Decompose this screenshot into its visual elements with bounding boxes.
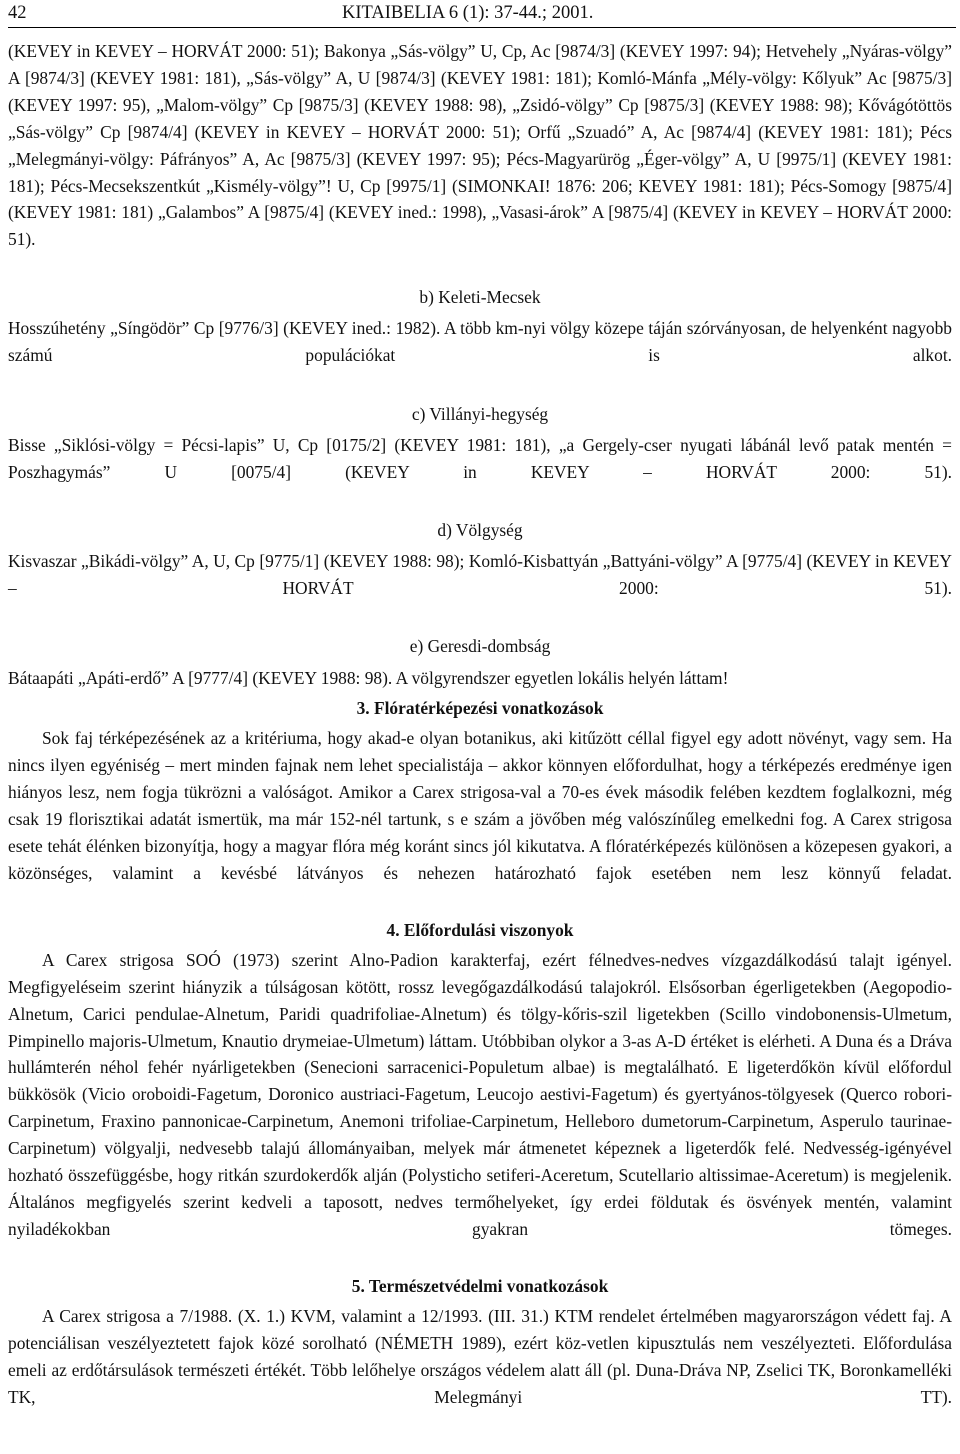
paragraph-localities-a: (KEVEY in KEVEY – HORVÁT 2000: 51); Bakonya „Sás-völgy” U, Cp, Ac [9874/3] (KEVEY 1997: 94); Hetvehely „Nyáras-völgy” A [9874/3] (KEVEY 1981: 181), „Sás-völgy” A, U [9874/3] (KEVEY 1981: 181); Komló-Mánfa „Mély-völgy: Kőlyuk” Ac [9875/3] (KEVEY 1997: 95), „Malom-völgy” Cp [9875/3] (KEVEY 1988: 98), „Zsidó-völgy” Cp [9875/3] (KEVEY 1988: 98); Kővágótöttös „Sás-völgy” Cp [9874/4] (KEVEY in KEVEY – HORVÁT 2000: 51); Orfű „Szuadó” A, Ac [9874/4] (KEVEY 1981: 181); Pécs „Melegmányi-völgy: Páfrányos” A, Ac [9875/3] (KEVEY 1997: 95); Pécs-Magyarürög „Éger-völgy” A, U [9975/1] (KEVEY 1981: 181); Pécs-Mecsekszentkút „Kismély-völgy”! U, Cp [9975/1] (SIMONKAI! 1876: 206; KEVEY 1981: 181); Pécs-Somogy [9875/4] (KEVEY 1981: 181) „Galambos” A [9875/4] (KEVEY ined.: 1998), „Vasasi-árok” A [9875/4] (KEVEY in KEVEY – HORVÁT 2000: 51). bbox=[8, 41, 952, 250]
running-header bbox=[8, 0, 950, 26]
paragraph-keleti-mecsek: Hosszúhetény „Síngödör” Cp [9776/3] (KEVEY ined.: 1982). A több km-nyi völgy közepe táján szórványosan, de helyenként nagyobb számú populációkat is alkot. bbox=[8, 318, 952, 366]
paragraph-section-4: A Carex strigosa SOÓ (1973) szerint Alno-Padion karakterfaj, ezért félnedves-nedves vízgazdálkodású talajt igényel. Megfigyeléseim szerint hiányzik a túlságosan kötött, rossz levegőgazdálkodású talajokról. Elsősorban égerligetekben (Aegopodio-Alnetum, Carici pendulae-Alnetum, Paridi quadrifoliae-Alnetum) és tölgy-kőris-szil ligetekben (Scillo vindobonensis-Ulmetum, Pimpinello majoris-Ulmetum, Knautio drymeiae-Ulmetum) láttam. Utóbbiban olykor a 3-as A-D értéket is elérheti. A Duna és a Dráva hullámterén néhol fehér nyárligetekben (Senecioni sarracenici-Populetum albae) is megtalálható. E ligeterdőkön kívül előfordul bükkösök (Vicio oroboidi-Fagetum, Doronico austriaci-Fagetum, Leucojo aestivi-Fagetum) és gyertyános-tölgyesek (Querco robori-Carpinetum, Fraxino pannonicae-Carpinetum, Anemoni trifoliae-Carpinetum, Helleboro dumetorum-Carpinetum, Asperulo taurinae-Carpinetum) völgyalji, nedvesebb talajú állományaiban, melyek már átmenetet képeznek a ligeterdők felé. Nedvesség-igényével hozható összefüggésbe, hogy ritkán szurdokerdők alján (Polysticho setiferi-Aceretum, Scutellario altissimae-Aceretum) is megjelenik. Általános megfigyelés szerint kedveli a taposott, nedves termőhelyeket, így erdei földutak és ösvények mentén, valamint nyiladékokban gyakran tömeges. bbox=[8, 949, 952, 1239]
page-number: 42 bbox=[8, 3, 27, 23]
journal-citation: KITAIBELIA 6 (1): 37-44.; 2001. bbox=[342, 3, 594, 23]
paragraph-volgyseg: Kisvaszar „Bikádi-völgy” A, U, Cp [9775/1] (KEVEY 1988: 98); Komló-Kisbattyán „Battyáni-völgy” A [9775/4] (KEVEY in KEVEY – HORVÁT 2000: 51). bbox=[8, 551, 952, 599]
subheading-villanyi-hegyseg: c) Villányi-hegység bbox=[411, 403, 549, 424]
subheading-geresdi-dombsag: e) Geresdi-dombság bbox=[409, 636, 551, 657]
paragraph-villanyi-hegyseg: Bisse „Siklósi-völgy = Pécsi-lapis” U, Cp [0175/2] (KEVEY 1981: 181), „a Gergely-cser nyugati lábánál levő patak mentén = Poszhagymás” U [0075/4] (KEVEY in KEVEY – HORVÁT 2000: 51). bbox=[8, 434, 952, 482]
section-heading-3: 3. Flóratérképezési vonatkozások bbox=[356, 698, 604, 719]
section-heading-5: 5. Természetvédelmi vonatkozások bbox=[351, 1276, 609, 1297]
paragraph-section-3: Sok faj térképezésének az a kritériuma, hogy akad-e olyan botanikus, aki kitűzött céllal figyel egy adott növényt, vagy sem. Ha nincs ilyen egyéniség – mert minden fajnak nem lehet specialistája – akkor könnyen előfordulhat, hogy a térképezés eredménye igen hiányos lesz, nem fogja tükrözni a valóságot. Amikor a Carex strigosa-val a 70-es évek második felében kezdtem foglalkozni, még csak 19 florisztikai adatát ismertük, ma már 152-nél tartunk, s e szám a jövőben még valószínűleg emelkedni fog. A Carex strigosa esete tehát élénken bizonyítja, hogy a magyar flóra még koránt sincs jól kikutatva. A flóratérképezés különösen a közepesen gyakori, a közönséges, valamint a kevésbé látványos és nehezen határozható fajok esetében nem lesz könnyű feladat. bbox=[8, 728, 952, 883]
header-rule bbox=[8, 27, 956, 28]
paragraph-geresdi-dombsag: Bátaapáti „Apáti-erdő” A [9777/4] (KEVEY 1988: 98). A völgyrendszer egyetlen lokális helyén láttam! bbox=[8, 667, 729, 688]
subheading-volgyseg: d) Völgység bbox=[437, 520, 523, 540]
subheading-keleti-mecsek: b) Keleti-Mecsek bbox=[419, 287, 541, 308]
section-heading-4: 4. Előfordulási viszonyok bbox=[386, 919, 574, 940]
paragraph-section-5: A Carex strigosa a 7/1988. (X. 1.) KVM, valamint a 12/1993. (III. 31.) KTM rendelet értelmében magyarországon védett faj. A potenciálisan veszélyeztetett fajok közé sorolható (NÉMETH 1989), ezért köz-vetlen kipusztulás nem veszélyezteti. Előfordulása emeli az erdőtársulások természeti értékét. Több lelőhelye országos védelem alatt áll (pl. Duna-Dráva NP, Zselici TK, Boronkamelléki TK, Melegmányi TT). bbox=[8, 1306, 952, 1408]
